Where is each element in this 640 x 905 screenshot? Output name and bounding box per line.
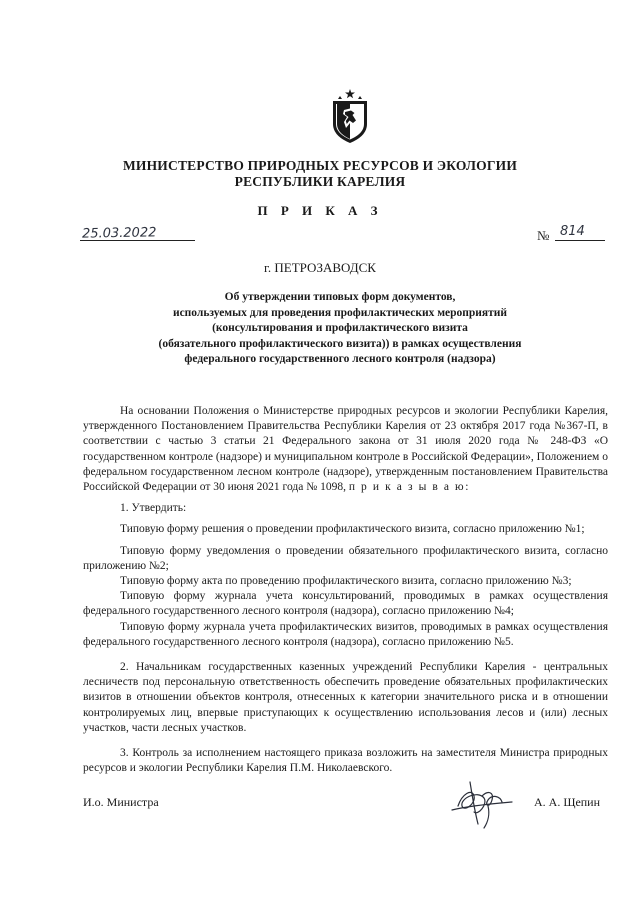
subject-line: Об утверждении типовых форм документов, <box>224 291 456 303</box>
preamble-paragraph <box>83 404 608 495</box>
order-subject <box>100 290 580 368</box>
number-sign: № <box>537 228 550 243</box>
item2-paragraph: 2. Начальникам государственных казенных учреждений Республики Карелия - центральных лесничеств под персональную ответственность обеспечить проведение обязательных профилактических визитов в отношении объектов контроля, отнесенных к категории значительного риска и в отношении контролируемых лиц, впервые приступающих к осуществлению использования лесов и (или) лесных участков, части лесных участков. <box>83 661 608 734</box>
handwritten-number: 814 <box>560 224 585 239</box>
signatory-position: И.о. Министра <box>83 795 159 809</box>
karelia-coat-of-arms-icon <box>330 88 370 144</box>
subject-line: используемых для проведения профилактических мероприятий <box>172 306 508 319</box>
prikazyvayu-text: п р и к а з ы в а ю: <box>348 481 471 494</box>
order-body <box>83 404 608 776</box>
handwritten-date: 25.03.2022 <box>81 225 157 242</box>
preamble-text: На основании Положения о Министерстве природных ресурсов и экологии Республики Карелия, утвержденного Постановлением Правительства Республики Карелия от 23 октября 2017 года №367-П, в соответствии с частью 3 статьи 21 Федерального закона от 31 июля 2020 года № 248-ФЗ «О государственном контроле (надзоре) и муниципальном контроле в Российской Федерации», Положением о федеральном государственном лесном контроле (надзоре), утвержденным постановлением Правительства Российской Федерации от 30 июня 2021 года № 1098, <box>83 405 608 494</box>
item3-paragraph: 3. Контроль за исполнением настоящего приказа возложить на заместителя Министра природных ресурсов и экологии Республики Карелия П.М. Николаевского. <box>83 747 608 775</box>
form-item: Типовую форму решения о проведении профилактического визита, согласно приложению №1; <box>120 523 585 536</box>
document-type-title: П Р И К А З <box>257 203 383 218</box>
form-item: Типовую форму акта по проведению профилактического визита, согласно приложению №3; <box>120 575 572 588</box>
ministry-name-line1: МИНИСТЕРСТВО ПРИРОДНЫХ РЕСУРСОВ И ЭКОЛОГИИ <box>122 158 518 173</box>
date-underline <box>80 240 195 241</box>
ministry-name-line2: РЕСПУБЛИКИ КАРЕЛИЯ <box>234 174 406 189</box>
item1-heading: 1. Утвердить: <box>120 502 187 515</box>
subject-line: (обязательного профилактического визита)) в рамках осуществления <box>158 337 522 350</box>
form-item: Типовую форму журнала учета профилактических визитов, проводимых в рамках осуществления федерального государственного лесного контроля (надзора), согласно приложению №5. <box>83 620 608 648</box>
handwritten-signature-icon <box>448 776 518 832</box>
subject-line: (консультирования и профилактического визита <box>212 322 468 335</box>
form-item: Типовую форму уведомления о проведении обязательного профилактического визита, согласно приложению №2; <box>83 544 608 572</box>
subject-line: федерального государственного лесного контроля (надзора) <box>184 353 496 366</box>
signatory-name: А. А. Щепин <box>534 795 601 809</box>
city-line: г. ПЕТРОЗАВОДСК <box>264 260 376 275</box>
form-item: Типовую форму журнала учета консультирований, проводимых в рамках осуществления федерального государственного лесного контроля (надзора), согласно приложению №4; <box>83 590 608 618</box>
number-underline <box>555 240 605 241</box>
